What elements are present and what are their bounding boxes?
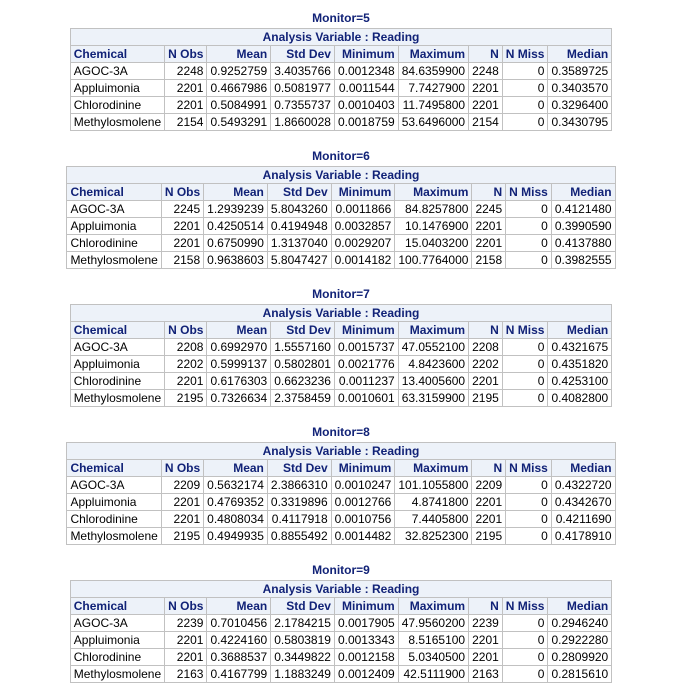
stat-cell: 0.5084991 bbox=[207, 97, 271, 114]
stat-cell: 2248 bbox=[469, 63, 503, 80]
table-row bbox=[70, 114, 611, 131]
stat-cell: 2201 bbox=[161, 218, 203, 235]
stat-cell: 0.0017905 bbox=[334, 615, 398, 632]
stat-cell: 2209 bbox=[161, 477, 203, 494]
column-header: Std Dev bbox=[267, 460, 331, 477]
column-header: Chemical bbox=[70, 598, 164, 615]
stat-cell: 0.5632174 bbox=[204, 477, 268, 494]
stat-cell: 1.1883249 bbox=[271, 666, 335, 683]
stat-cell: 0 bbox=[502, 649, 548, 666]
stat-cell: 0 bbox=[502, 80, 548, 97]
table-row bbox=[70, 63, 611, 80]
table-row bbox=[70, 649, 611, 666]
stat-cell: 0.9252759 bbox=[207, 63, 271, 80]
stat-cell: 0.0011866 bbox=[331, 201, 395, 218]
table-row bbox=[70, 80, 611, 97]
column-header: Chemical bbox=[67, 460, 161, 477]
stat-cell: 0 bbox=[502, 666, 548, 683]
stat-cell: 0.4137880 bbox=[551, 235, 615, 252]
stat-cell: 0 bbox=[506, 218, 552, 235]
stat-cell: 100.7764000 bbox=[395, 252, 472, 269]
stat-cell: 0 bbox=[502, 373, 548, 390]
stat-cell: 0.8855492 bbox=[267, 528, 331, 545]
stat-cell: 3.4035766 bbox=[271, 63, 335, 80]
column-header: Median bbox=[551, 184, 615, 201]
stat-cell: 0.4949935 bbox=[204, 528, 268, 545]
chemical-cell: Chlorodinine bbox=[70, 97, 164, 114]
group-title: Monitor=6 bbox=[312, 149, 370, 163]
header-span-row bbox=[67, 167, 615, 184]
stat-cell: 0.4178910 bbox=[551, 528, 615, 545]
stat-cell: 2239 bbox=[469, 615, 503, 632]
chemical-cell: Methylosmolene bbox=[67, 528, 161, 545]
stat-cell: 8.5165100 bbox=[398, 632, 468, 649]
column-header-row bbox=[70, 322, 611, 339]
column-header: Mean bbox=[204, 460, 268, 477]
stat-cell: 13.4005600 bbox=[398, 373, 468, 390]
table-row bbox=[70, 390, 611, 407]
column-header: Minimum bbox=[331, 184, 395, 201]
stat-cell: 0.3688537 bbox=[207, 649, 271, 666]
stat-cell: 2163 bbox=[165, 666, 207, 683]
table-row bbox=[70, 666, 611, 683]
stat-cell: 0 bbox=[502, 390, 548, 407]
stat-cell: 2245 bbox=[472, 201, 506, 218]
column-header: N bbox=[469, 598, 503, 615]
column-header: N Miss bbox=[502, 46, 548, 63]
header-span-row bbox=[70, 29, 611, 46]
stat-cell: 47.9560200 bbox=[398, 615, 468, 632]
stat-cell: 11.7495800 bbox=[398, 97, 468, 114]
stat-cell: 2.1784215 bbox=[271, 615, 335, 632]
table-row bbox=[67, 528, 615, 545]
stat-cell: 0.4808034 bbox=[204, 511, 268, 528]
stat-cell: 0.3982555 bbox=[551, 252, 615, 269]
stats-table bbox=[70, 304, 612, 407]
stat-cell: 0 bbox=[502, 97, 548, 114]
stat-cell: 0.0013343 bbox=[334, 632, 398, 649]
stat-cell: 63.3159900 bbox=[398, 390, 468, 407]
header-span-row bbox=[70, 305, 611, 322]
column-header: Std Dev bbox=[271, 322, 335, 339]
stat-cell: 0 bbox=[502, 114, 548, 131]
chemical-cell: AGOC-3A bbox=[70, 339, 164, 356]
monitor-group bbox=[0, 422, 682, 545]
chemical-cell: Appluimonia bbox=[70, 80, 164, 97]
stat-cell: 2154 bbox=[469, 114, 503, 131]
stat-cell: 2201 bbox=[165, 632, 207, 649]
stat-cell: 0.0029207 bbox=[331, 235, 395, 252]
stat-cell: 0.7010456 bbox=[207, 615, 271, 632]
stat-cell: 0.4121480 bbox=[551, 201, 615, 218]
stat-cell: 10.1476900 bbox=[395, 218, 472, 235]
chemical-cell: Chlorodinine bbox=[67, 235, 161, 252]
stat-cell: 2201 bbox=[165, 373, 207, 390]
stat-cell: 2158 bbox=[472, 252, 506, 269]
group-title: Monitor=7 bbox=[312, 287, 370, 301]
stat-cell: 0.4351820 bbox=[548, 356, 612, 373]
stat-cell: 0.0014482 bbox=[331, 528, 395, 545]
stat-cell: 0.0011544 bbox=[334, 80, 398, 97]
column-header: N Obs bbox=[165, 322, 207, 339]
stats-table bbox=[70, 580, 612, 683]
column-header: Median bbox=[548, 598, 612, 615]
stat-cell: 0.6750990 bbox=[204, 235, 268, 252]
stat-cell: 0.4342670 bbox=[551, 494, 615, 511]
table-row bbox=[67, 252, 615, 269]
stat-cell: 0 bbox=[506, 201, 552, 218]
column-header: Median bbox=[548, 46, 612, 63]
stat-cell: 2201 bbox=[469, 649, 503, 666]
stat-cell: 2201 bbox=[165, 649, 207, 666]
stat-cell: 2208 bbox=[469, 339, 503, 356]
column-header: Maximum bbox=[395, 184, 472, 201]
stat-cell: 0.5802801 bbox=[271, 356, 335, 373]
stat-cell: 2195 bbox=[469, 390, 503, 407]
stat-cell: 0.3430795 bbox=[548, 114, 612, 131]
stat-cell: 42.5111900 bbox=[398, 666, 468, 683]
stat-cell: 2202 bbox=[165, 356, 207, 373]
column-header: Chemical bbox=[70, 46, 164, 63]
stat-cell: 0.0012409 bbox=[334, 666, 398, 683]
stat-cell: 1.2939239 bbox=[204, 201, 268, 218]
stat-cell: 0.3403570 bbox=[548, 80, 612, 97]
stat-cell: 0 bbox=[506, 477, 552, 494]
table-row bbox=[67, 511, 615, 528]
column-header: N Obs bbox=[165, 46, 207, 63]
stat-cell: 2201 bbox=[161, 235, 203, 252]
column-header: Maximum bbox=[398, 322, 468, 339]
column-header: N bbox=[469, 322, 503, 339]
column-header: N Obs bbox=[161, 460, 203, 477]
stat-cell: 0 bbox=[502, 356, 548, 373]
stat-cell: 2201 bbox=[472, 235, 506, 252]
stat-cell: 2195 bbox=[161, 528, 203, 545]
stat-cell: 0.5493291 bbox=[207, 114, 271, 131]
stat-cell: 2201 bbox=[469, 373, 503, 390]
column-header: N Miss bbox=[502, 322, 548, 339]
column-header: Median bbox=[551, 460, 615, 477]
stat-cell: 0.6623236 bbox=[271, 373, 335, 390]
chemical-cell: AGOC-3A bbox=[67, 477, 161, 494]
table-row bbox=[67, 201, 615, 218]
analysis-variable-header: Analysis Variable : Reading bbox=[70, 581, 611, 598]
stat-cell: 2201 bbox=[469, 97, 503, 114]
stat-cell: 15.0403200 bbox=[395, 235, 472, 252]
stat-cell: 0.3589725 bbox=[548, 63, 612, 80]
stat-cell: 0.4117918 bbox=[267, 511, 331, 528]
column-header: Mean bbox=[207, 46, 271, 63]
stat-cell: 2201 bbox=[165, 97, 207, 114]
chemical-cell: Chlorodinine bbox=[70, 649, 164, 666]
group-title: Monitor=8 bbox=[312, 425, 370, 439]
stats-table bbox=[66, 166, 615, 269]
stat-cell: 84.8257800 bbox=[395, 201, 472, 218]
analysis-variable-header: Analysis Variable : Reading bbox=[70, 29, 611, 46]
stat-cell: 0.4322720 bbox=[551, 477, 615, 494]
stat-cell: 2248 bbox=[165, 63, 207, 80]
column-header: Std Dev bbox=[267, 184, 331, 201]
stat-cell: 0.4211690 bbox=[551, 511, 615, 528]
chemical-cell: Chlorodinine bbox=[67, 511, 161, 528]
stat-cell: 0 bbox=[506, 511, 552, 528]
table-row bbox=[70, 373, 611, 390]
group-title: Monitor=9 bbox=[312, 563, 370, 577]
column-header: Minimum bbox=[334, 46, 398, 63]
column-header: Mean bbox=[204, 184, 268, 201]
column-header: Std Dev bbox=[271, 46, 335, 63]
stat-cell: 0.2815610 bbox=[548, 666, 612, 683]
header-span-row bbox=[70, 581, 611, 598]
column-header: Mean bbox=[207, 598, 271, 615]
column-header: Mean bbox=[207, 322, 271, 339]
stat-cell: 0.2922280 bbox=[548, 632, 612, 649]
stat-cell: 0.6176303 bbox=[207, 373, 271, 390]
stat-cell: 0.0021776 bbox=[334, 356, 398, 373]
group-title: Monitor=5 bbox=[312, 11, 370, 25]
stats-table bbox=[66, 442, 615, 545]
stat-cell: 0.6992970 bbox=[207, 339, 271, 356]
stat-cell: 0 bbox=[506, 252, 552, 269]
analysis-variable-header: Analysis Variable : Reading bbox=[67, 167, 615, 184]
table-row bbox=[67, 477, 615, 494]
table-row bbox=[70, 97, 611, 114]
column-header: N Obs bbox=[161, 184, 203, 201]
table-row bbox=[70, 615, 611, 632]
table-row bbox=[67, 235, 615, 252]
stat-cell: 0.0018759 bbox=[334, 114, 398, 131]
stat-cell: 0.2809920 bbox=[548, 649, 612, 666]
analysis-variable-header: Analysis Variable : Reading bbox=[67, 443, 615, 460]
stat-cell: 2154 bbox=[165, 114, 207, 131]
stat-cell: 1.5557160 bbox=[271, 339, 335, 356]
chemical-cell: Methylosmolene bbox=[70, 114, 164, 131]
stat-cell: 0.4321675 bbox=[548, 339, 612, 356]
stat-cell: 0.2946240 bbox=[548, 615, 612, 632]
chemical-cell: Appluimonia bbox=[67, 218, 161, 235]
column-header: Chemical bbox=[70, 322, 164, 339]
stat-cell: 1.3137040 bbox=[267, 235, 331, 252]
stat-cell: 0.0015737 bbox=[334, 339, 398, 356]
table-row bbox=[67, 218, 615, 235]
stat-cell: 2201 bbox=[165, 80, 207, 97]
stat-cell: 53.6496000 bbox=[398, 114, 468, 131]
stat-cell: 2202 bbox=[469, 356, 503, 373]
header-span-row bbox=[67, 443, 615, 460]
stat-cell: 0.4253100 bbox=[548, 373, 612, 390]
stat-cell: 5.0340500 bbox=[398, 649, 468, 666]
stat-cell: 4.8423600 bbox=[398, 356, 468, 373]
monitor-group bbox=[0, 8, 682, 131]
stat-cell: 0.0012158 bbox=[334, 649, 398, 666]
stat-cell: 0.4667986 bbox=[207, 80, 271, 97]
stat-cell: 2245 bbox=[161, 201, 203, 218]
stat-cell: 0 bbox=[502, 63, 548, 80]
column-header: Maximum bbox=[395, 460, 472, 477]
column-header: Median bbox=[548, 322, 612, 339]
column-header: N bbox=[469, 46, 503, 63]
chemical-cell: Methylosmolene bbox=[67, 252, 161, 269]
stat-cell: 7.7427900 bbox=[398, 80, 468, 97]
column-header-row bbox=[70, 598, 611, 615]
chemical-cell: Appluimonia bbox=[67, 494, 161, 511]
column-header: N Miss bbox=[506, 184, 552, 201]
stat-cell: 0.4769352 bbox=[204, 494, 268, 511]
stat-cell: 0 bbox=[502, 339, 548, 356]
stat-cell: 0.0010247 bbox=[331, 477, 395, 494]
stat-cell: 0.5999137 bbox=[207, 356, 271, 373]
stat-cell: 0.3296400 bbox=[548, 97, 612, 114]
table-row bbox=[67, 494, 615, 511]
column-header: N Obs bbox=[165, 598, 207, 615]
stat-cell: 2208 bbox=[165, 339, 207, 356]
stat-cell: 0.4167799 bbox=[207, 666, 271, 683]
stat-cell: 0.0010403 bbox=[334, 97, 398, 114]
chemical-cell: Appluimonia bbox=[70, 632, 164, 649]
stat-cell: 2195 bbox=[165, 390, 207, 407]
column-header: N bbox=[472, 460, 506, 477]
stat-cell: 2201 bbox=[161, 494, 203, 511]
stat-cell: 0.7355737 bbox=[271, 97, 335, 114]
stat-cell: 32.8252300 bbox=[395, 528, 472, 545]
stats-table bbox=[70, 28, 612, 131]
stat-cell: 0 bbox=[506, 528, 552, 545]
column-header: Maximum bbox=[398, 598, 468, 615]
stat-cell: 0.0012766 bbox=[331, 494, 395, 511]
stat-cell: 2.3758459 bbox=[271, 390, 335, 407]
stat-cell: 101.1055800 bbox=[395, 477, 472, 494]
stat-cell: 2.3866310 bbox=[267, 477, 331, 494]
table-row bbox=[70, 339, 611, 356]
column-header: Maximum bbox=[398, 46, 468, 63]
chemical-cell: AGOC-3A bbox=[67, 201, 161, 218]
column-header: Minimum bbox=[334, 322, 398, 339]
chemical-cell: AGOC-3A bbox=[70, 63, 164, 80]
table-row bbox=[70, 632, 611, 649]
stat-cell: 0.4250514 bbox=[204, 218, 268, 235]
stat-cell: 2209 bbox=[472, 477, 506, 494]
chemical-cell: Appluimonia bbox=[70, 356, 164, 373]
chemical-cell: AGOC-3A bbox=[70, 615, 164, 632]
stat-cell: 0.0032857 bbox=[331, 218, 395, 235]
stat-cell: 0 bbox=[506, 235, 552, 252]
stat-cell: 7.4405800 bbox=[395, 511, 472, 528]
stat-cell: 2201 bbox=[472, 494, 506, 511]
stat-cell: 0.9638603 bbox=[204, 252, 268, 269]
stat-cell: 0.4194948 bbox=[267, 218, 331, 235]
stat-cell: 2201 bbox=[469, 80, 503, 97]
monitor-group bbox=[0, 146, 682, 269]
stat-cell: 1.8660028 bbox=[271, 114, 335, 131]
stat-cell: 2158 bbox=[161, 252, 203, 269]
stat-cell: 0.4224160 bbox=[207, 632, 271, 649]
stat-cell: 84.6359900 bbox=[398, 63, 468, 80]
stat-cell: 0.5081977 bbox=[271, 80, 335, 97]
stat-cell: 0.0010756 bbox=[331, 511, 395, 528]
column-header: Chemical bbox=[67, 184, 161, 201]
stat-cell: 0.7326634 bbox=[207, 390, 271, 407]
stat-cell: 0.3990590 bbox=[551, 218, 615, 235]
column-header: N Miss bbox=[502, 598, 548, 615]
stat-cell: 47.0552100 bbox=[398, 339, 468, 356]
stat-cell: 2239 bbox=[165, 615, 207, 632]
column-header: Std Dev bbox=[271, 598, 335, 615]
stat-cell: 0.0010601 bbox=[334, 390, 398, 407]
column-header: Minimum bbox=[331, 460, 395, 477]
stat-cell: 2201 bbox=[472, 218, 506, 235]
stat-cell: 0.0011237 bbox=[334, 373, 398, 390]
stat-cell: 0.3449822 bbox=[271, 649, 335, 666]
chemical-cell: Chlorodinine bbox=[70, 373, 164, 390]
monitor-group bbox=[0, 284, 682, 407]
chemical-cell: Methylosmolene bbox=[70, 666, 164, 683]
stat-cell: 2201 bbox=[472, 511, 506, 528]
stat-cell: 2195 bbox=[472, 528, 506, 545]
stat-cell: 0 bbox=[502, 632, 548, 649]
stat-cell: 0.0014182 bbox=[331, 252, 395, 269]
table-row bbox=[70, 356, 611, 373]
stat-cell: 2163 bbox=[469, 666, 503, 683]
column-header: Minimum bbox=[334, 598, 398, 615]
monitor-group bbox=[0, 560, 682, 683]
stat-cell: 0.5803819 bbox=[271, 632, 335, 649]
column-header: N bbox=[472, 184, 506, 201]
stat-cell: 5.8043260 bbox=[267, 201, 331, 218]
column-header-row bbox=[70, 46, 611, 63]
stat-cell: 2201 bbox=[161, 511, 203, 528]
stat-cell: 4.8741800 bbox=[395, 494, 472, 511]
column-header-row bbox=[67, 460, 615, 477]
stat-cell: 5.8047427 bbox=[267, 252, 331, 269]
stat-cell: 0.4082800 bbox=[548, 390, 612, 407]
stat-cell: 0.3319896 bbox=[267, 494, 331, 511]
analysis-variable-header: Analysis Variable : Reading bbox=[70, 305, 611, 322]
chemical-cell: Methylosmolene bbox=[70, 390, 164, 407]
stat-cell: 2201 bbox=[469, 632, 503, 649]
stat-cell: 0 bbox=[506, 494, 552, 511]
stat-cell: 0 bbox=[502, 615, 548, 632]
column-header: N Miss bbox=[506, 460, 552, 477]
stat-cell: 0.0012348 bbox=[334, 63, 398, 80]
column-header-row bbox=[67, 184, 615, 201]
